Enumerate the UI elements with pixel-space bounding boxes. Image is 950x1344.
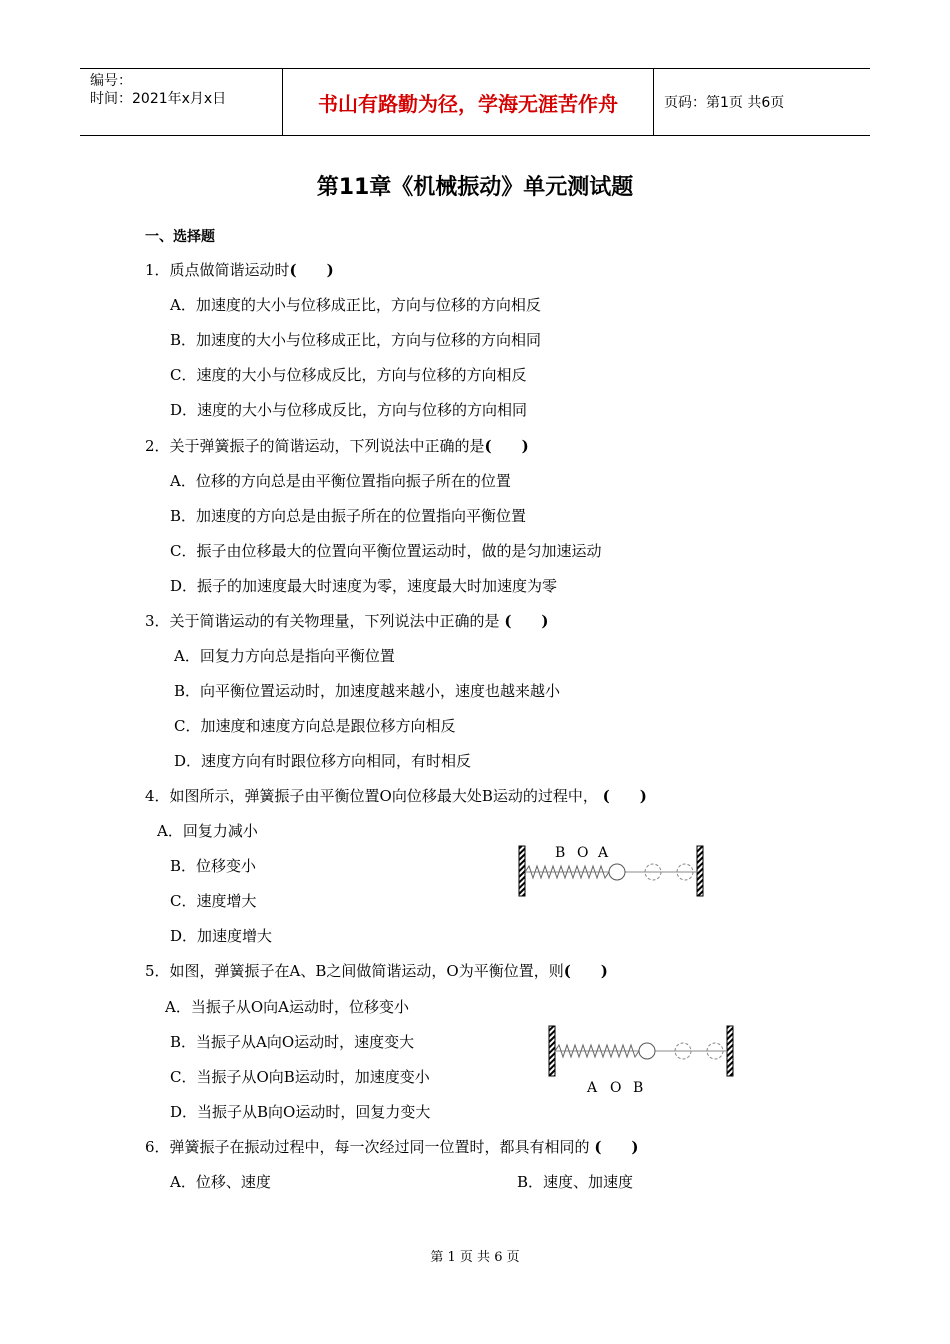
answer-paren: ( ): [484, 437, 529, 455]
answer-paren: ( ): [602, 787, 647, 805]
option: A．位移的方向总是由平衡位置指向振子所在的位置: [170, 472, 511, 490]
left-wall: [549, 1026, 555, 1076]
option: B．向平衡位置运动时，加速度越来越小，速度也越来越小: [174, 682, 561, 700]
header-date-label: 时间：2021年x月x日: [90, 91, 227, 107]
option: B．速度、加速度: [517, 1173, 634, 1191]
figure-label: A: [587, 1080, 598, 1096]
document-title: 第11章《机械振动》单元测试题: [316, 175, 634, 200]
spring-oscillator-figure-q5: [545, 1022, 740, 1100]
oscillator-ball: [639, 1043, 655, 1059]
option: A．回复力减小: [157, 822, 258, 840]
header-motto: 书山有路勤为径，学海无涯苦作舟: [318, 91, 618, 116]
figure-label: A: [598, 845, 609, 861]
question-stem: 3．关于简谐运动的有关物理量，下列说法中正确的是: [145, 612, 500, 630]
option: C．当振子从O向B运动时，加速度变小: [170, 1068, 430, 1086]
option: A．位移、速度: [170, 1173, 271, 1191]
question-6: [145, 1137, 639, 1157]
page-footer: 第 1 页 共 6 页: [430, 1250, 520, 1265]
question-stem: 2．关于弹簧振子的简谐运动，下列说法中正确的是: [145, 437, 485, 455]
option: C．速度的大小与位移成反比，方向与位移的方向相反: [170, 366, 527, 384]
spring-oscillator-figure-q4: [515, 840, 710, 900]
question-4: [145, 786, 647, 806]
option: D．振子的加速度最大时速度为零，速度最大时加速度为零: [170, 577, 558, 595]
figure-label: B: [633, 1080, 644, 1096]
option: D．当振子从B向O运动时，回复力变大: [170, 1103, 431, 1121]
figure-label: O: [610, 1080, 622, 1096]
header-code-label: 编号：: [90, 73, 132, 89]
option: D．速度方向有时跟位移方向相同，有时相反: [174, 752, 472, 770]
question-1: [145, 260, 334, 280]
option: C．振子由位移最大的位置向平衡位置运动时，做的是匀加速运动: [170, 542, 602, 560]
option: A．当振子从O向A运动时，位移变小: [165, 998, 409, 1016]
option: B．加速度的大小与位移成正比，方向与位移的方向相同: [170, 331, 542, 349]
option: A．回复力方向总是指向平衡位置: [174, 647, 395, 665]
option: D．速度的大小与位移成反比，方向与位移的方向相同: [170, 401, 528, 419]
option: B．位移变小: [170, 857, 257, 875]
figure-label: O: [577, 845, 589, 861]
option: B．加速度的方向总是由振子所在的位置指向平衡位置: [170, 507, 527, 525]
option: C．加速度和速度方向总是跟位移方向相反: [174, 717, 456, 735]
page-header: [80, 68, 870, 136]
question-2: [145, 436, 529, 456]
right-wall: [697, 846, 703, 896]
oscillator-ball: [609, 864, 625, 880]
answer-paren: ( ): [594, 1138, 639, 1156]
question-stem: 5．如图，弹簧振子在A、B之间做简谐运动，O为平衡位置，则: [145, 962, 564, 980]
option: B．当振子从A向O运动时，速度变大: [170, 1033, 415, 1051]
question-stem: 4．如图所示，弹簧振子由平衡位置O向位移最大处B运动的过程中，: [145, 787, 598, 805]
header-page-info: 页码：第1页 共6页: [664, 95, 785, 111]
option: D．加速度增大: [170, 927, 273, 945]
answer-paren: ( ): [563, 962, 608, 980]
question-stem: 6．弹簧振子在振动过程中，每一次经过同一位置时，都具有相同的: [145, 1138, 590, 1156]
question-5: [145, 961, 608, 981]
left-wall: [519, 846, 525, 896]
answer-paren: ( ): [289, 261, 334, 279]
question-stem: 1．质点做简谐运动时: [145, 261, 290, 279]
answer-paren: ( ): [504, 612, 549, 630]
right-wall: [727, 1026, 733, 1076]
figure-label: B: [555, 845, 566, 861]
question-3: [145, 611, 549, 631]
option: A．加速度的大小与位移成正比，方向与位移的方向相反: [170, 296, 541, 314]
header-motto-cell: [282, 69, 654, 135]
section-heading: 一、选择题: [145, 229, 215, 245]
option: C．速度增大: [170, 892, 257, 910]
header-meta: [80, 69, 282, 135]
